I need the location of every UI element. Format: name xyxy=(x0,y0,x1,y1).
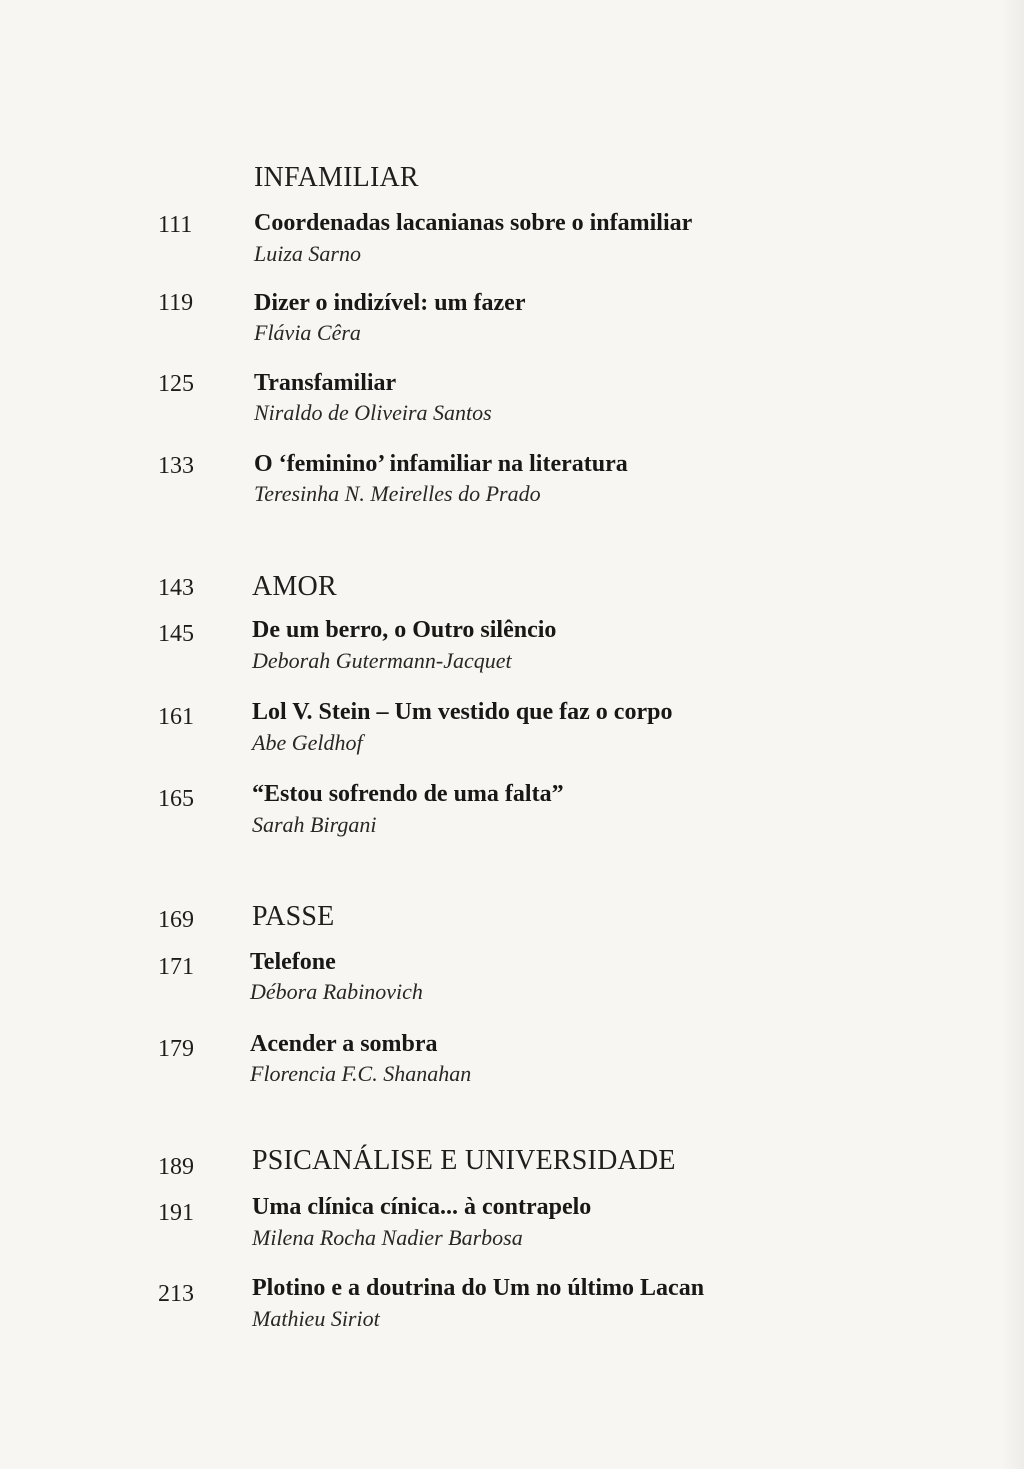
entry-title: Dizer o indizível: um fazer xyxy=(254,290,526,316)
entry-author: Mathieu Siriot xyxy=(252,1306,380,1331)
section-page-number: 169 xyxy=(158,907,194,933)
entry-page-number: 125 xyxy=(158,371,194,397)
entry-page-number: 133 xyxy=(158,453,194,479)
entry-author: Niraldo de Oliveira Santos xyxy=(254,400,492,425)
entry-author: Sarah Birgani xyxy=(252,812,377,837)
entry-title: Plotino e a doutrina do Um no último Lacan xyxy=(252,1275,705,1301)
entry-author: Deborah Gutermann-Jacquet xyxy=(252,648,512,673)
entry-title: “Estou sofrendo de uma falta” xyxy=(252,781,564,807)
entry-title: O ‘feminino’ infamiliar na literatura xyxy=(254,451,628,477)
section-title: PSICANÁLISE E UNIVERSIDADE xyxy=(252,1145,676,1176)
section-title: AMOR xyxy=(252,571,337,602)
entry-title: Lol V. Stein – Um vestido que faz o corpo xyxy=(252,699,673,725)
entry-page-number: 165 xyxy=(158,786,194,812)
entry-page-number: 111 xyxy=(158,212,193,238)
entry-author: Abe Geldhof xyxy=(252,730,363,755)
entry-title: De um berro, o Outro silêncio xyxy=(252,617,557,643)
entry-page-number: 179 xyxy=(158,1036,194,1062)
entry-page-number: 161 xyxy=(158,704,194,730)
entry-title: Coordenadas lacanianas sobre o infamiliar xyxy=(254,210,693,236)
entry-author: Luiza Sarno xyxy=(254,241,361,266)
entry-author: Milena Rocha Nadier Barbosa xyxy=(252,1225,523,1250)
entry-author: Flávia Cêra xyxy=(254,320,361,345)
entry-title: Acender a sombra xyxy=(250,1031,438,1057)
entry-author: Florencia F.C. Shanahan xyxy=(250,1061,472,1086)
section-title: INFAMILIAR xyxy=(254,162,419,193)
section-title: PASSE xyxy=(252,901,335,932)
entry-author: Débora Rabinovich xyxy=(250,979,423,1004)
entry-page-number: 171 xyxy=(158,954,194,980)
entry-page-number: 119 xyxy=(158,290,194,316)
entry-title: Uma clínica cínica... à contrapelo xyxy=(252,1194,592,1220)
section-page-number: 143 xyxy=(158,575,194,601)
entry-page-number: 213 xyxy=(158,1281,194,1307)
entry-author: Teresinha N. Meirelles do Prado xyxy=(254,481,541,506)
entry-page-number: 145 xyxy=(158,621,194,647)
entry-title: Telefone xyxy=(250,949,336,975)
entry-title: Transfamiliar xyxy=(254,370,397,396)
section-page-number: 189 xyxy=(158,1154,194,1180)
page-edge-shadow xyxy=(1000,0,1024,1469)
entry-page-number: 191 xyxy=(158,1200,194,1226)
